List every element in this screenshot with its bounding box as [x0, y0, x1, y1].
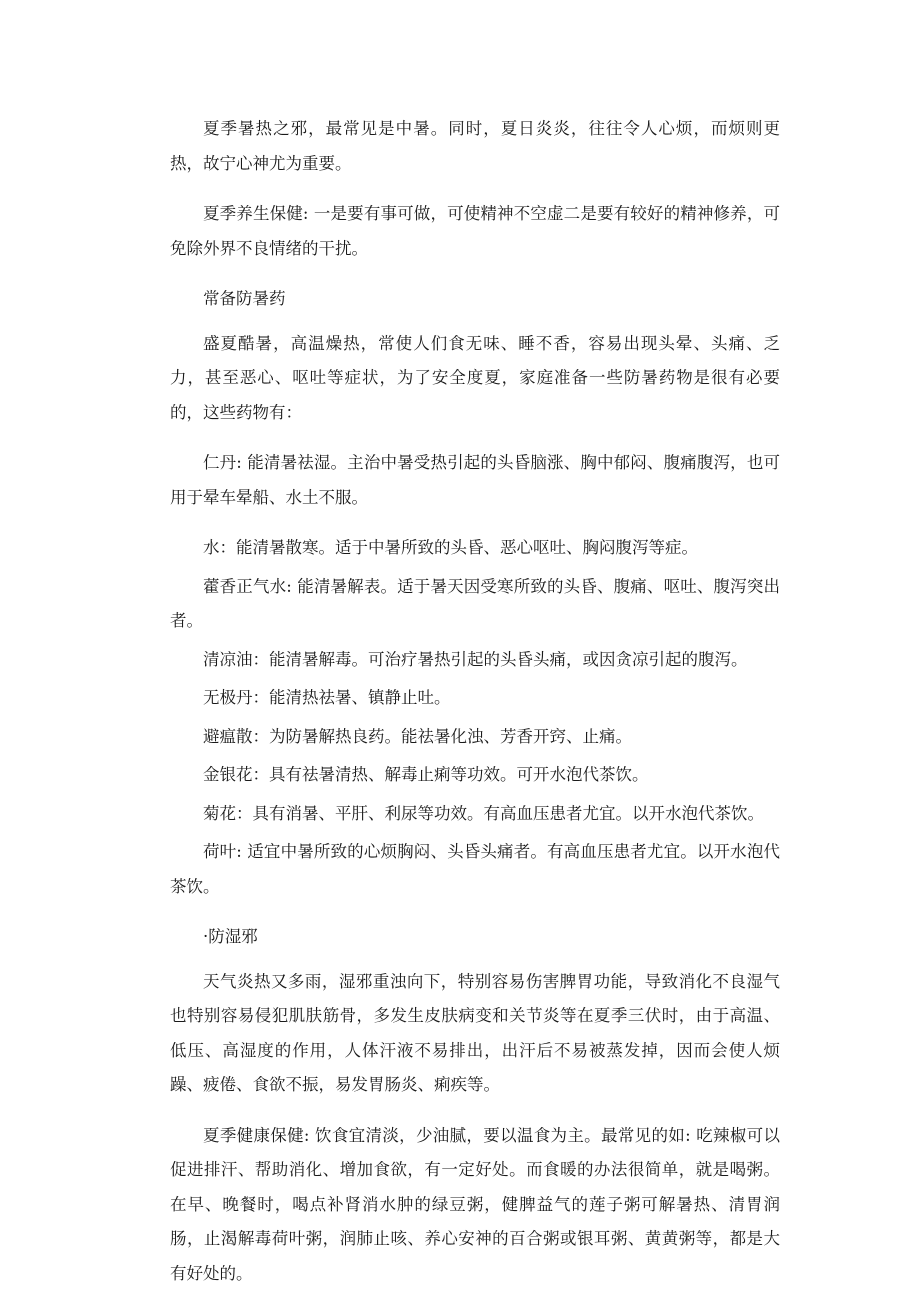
paragraph-qingliangyou: 清凉油：能清暑解毒。可治疗暑热引起的头昏头痛，或因贪凉引起的腹泻。 — [203, 649, 748, 669]
paragraph-huoxiang: 藿香正气水: 能清暑解表。适于暑天因受寒所致的头昏、腹痛、呕吐、腹泻突出者。 — [170, 576, 780, 630]
paragraph-biwensan: 避瘟散：为防暑解热良药。能祛暑化浊、芳香开窍、止痛。 — [203, 726, 632, 746]
paragraph-medicine-intro: 盛夏酷暑，高温燥热，常使人们食无味、睡不香，容易出现头晕、头痛、乏力，甚至恶心、呕吐等症状，为了安全度夏，家庭准备一些防暑药物是很有必要的，这些药物有： — [170, 333, 780, 422]
paragraph-rendan: 仁丹: 能清暑祛湿。主治中暑受热引起的头昏脑涨、胸中郁闷、腹痛腹泻，也可用于晕车晕船、水土不服。 — [170, 453, 780, 507]
paragraph-jinyinhua: 金银花：具有祛暑清热、解毒止痢等功效。可开水泡代茶饮。 — [203, 765, 649, 784]
paragraph-wujidan: 无极丹：能清热祛暑、镇静止吐。 — [203, 688, 451, 707]
paragraph-summer-heat: 夏季暑热之邪，最常见是中暑。同时，夏日炎炎，往往令人心烦，而烦则更热，故宁心神尤为重要。 — [170, 119, 780, 173]
section-heading-dampness: ·防湿邪 — [203, 927, 258, 946]
document-body — [170, 112, 780, 1307]
paragraph-dampness: 天气炎热又多雨，湿邪重浊向下，特别容易伤害脾胃功能，导致消化不良湿气也特别容易侵犯肌肤筋骨，多发生皮肤病变和关节炎等在夏季三伏时，由于高温、低压、高湿度的作用，人体汗液不易排出，出汗后不易被蒸发掉，因而会使人烦躁、疲倦、食欲不振，易发胃肠炎、痢疾等。 — [170, 971, 780, 1094]
paragraph-heye: 荷叶: 适宜中暑所致的心烦胸闷、头昏头痛者。有高血压患者尤宜。以开水泡代茶饮。 — [170, 842, 780, 896]
paragraph-diet: 夏季健康保健: 饮食宜清淡，少油腻，要以温食为主。最常见的如: 吃辣椒可以促进排汗、帮助消化、增加食欲，有一定好处。而食暖的办法很简单，就是喝粥。在早、晚餐时，喝点补肾消水肿的绿豆粥，健脾益气的莲子粥可解暑热、清胃润肠，止渴解毒荷叶粥，润肺止咳、养心安神的百合粥或银耳粥、黄黄粥等，都是大有好处的。 — [170, 1125, 780, 1283]
paragraph-summer-care: 夏季养生保健: 一是要有事可做，可使精神不空虚二是要有较好的精神修养，可免除外界不良情绪的干扰。 — [170, 204, 780, 258]
paragraph-juhua: 菊花：具有消暑、平肝、利尿等功效。有高血压患者尤宜。以开水泡代茶饮。 — [203, 803, 764, 823]
paragraph-water: 水：能清暑散寒。适于中暑所致的头昏、恶心呕吐、胸闷腹泻等症。 — [203, 538, 698, 557]
section-heading-medicine: 常备防暑药 — [203, 289, 286, 308]
